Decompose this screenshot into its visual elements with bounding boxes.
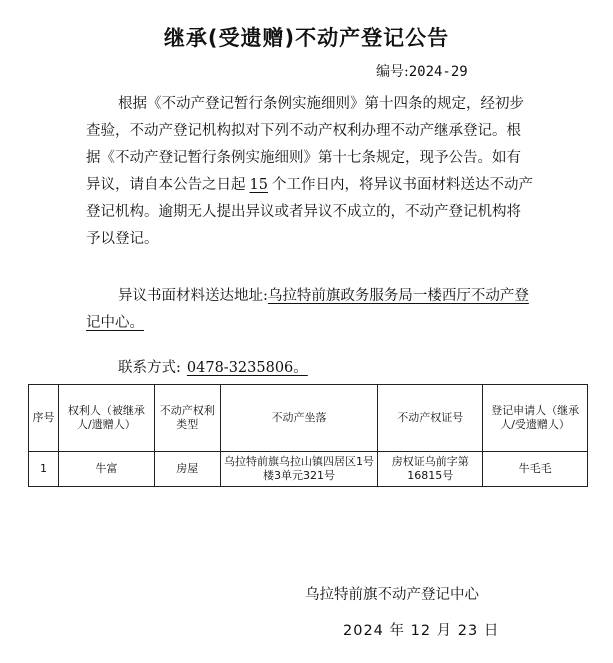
issue-date: 2024 年 12 月 23 日 xyxy=(343,623,500,639)
table-row xyxy=(29,452,588,487)
property-table xyxy=(28,384,588,487)
objection-days: 15 xyxy=(249,177,268,193)
notice-paragraph-contact xyxy=(118,355,534,382)
paragraph-text-after-days: 个工作日内，将异议书面材料送达不动产登记机构。逾期无人提出异议或者异议不成立的，不动产登记机构将予以登记。 xyxy=(86,177,533,247)
submission-address: 乌拉特前旗政务服务局一楼西厅不动产登记中心。 xyxy=(86,288,529,331)
header-property-location: 不动产坐落 xyxy=(220,385,378,452)
notice-title: 继承(受遗赠)不动产登记公告 xyxy=(163,26,450,50)
issuing-organization: 乌拉特前旗不动产登记中心 xyxy=(305,587,479,603)
table-header-row xyxy=(29,385,588,452)
header-right-holder: 权利人（被继承人/遗赠人） xyxy=(58,385,154,452)
paragraph-text-before-days: 根据《不动产登记暂行条例实施细则》第十四条的规定，经初步查验，不动产登记机构拟对下列不动产权利办理不动产继承登记。根据《不动产登记暂行条例实施细则》第十七条规定，现予公告。如有异议，请自本公告之日起 xyxy=(86,96,524,193)
notice-paragraph-main xyxy=(86,91,534,253)
header-serial-number: 序号 xyxy=(29,385,59,452)
contact-phone: 0478-3235806。 xyxy=(186,360,308,376)
document-number xyxy=(376,61,468,81)
header-applicant: 登记申请人（继承人/受遗赠人） xyxy=(483,385,588,452)
document-number-value: 2024-29 xyxy=(408,64,468,80)
notice-paragraph-address xyxy=(86,283,534,337)
cell-certificate-number: 房权证乌前字第16815号 xyxy=(378,452,483,487)
header-certificate-number: 不动产权证号 xyxy=(378,385,483,452)
cell-serial-number: 1 xyxy=(29,452,59,487)
document-number-label: 编号: xyxy=(376,64,409,80)
header-right-type: 不动产权利类型 xyxy=(154,385,220,452)
contact-label: 联系方式: xyxy=(118,360,181,376)
address-label: 异议书面材料送达地址: xyxy=(118,288,268,304)
cell-applicant: 牛毛毛 xyxy=(483,452,588,487)
cell-property-location: 乌拉特前旗乌拉山镇四居区1号楼3单元321号 xyxy=(220,452,378,487)
cell-right-type: 房屋 xyxy=(154,452,220,487)
cell-right-holder: 牛富 xyxy=(58,452,154,487)
